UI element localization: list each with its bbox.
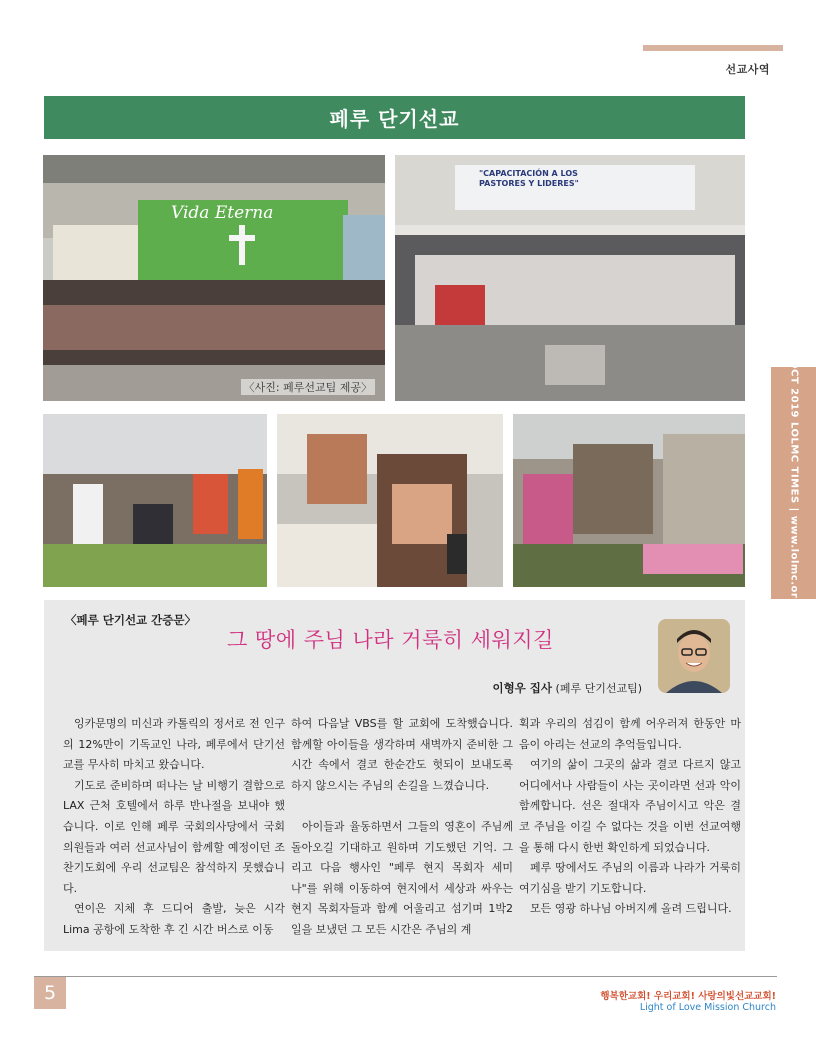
photo-banner-text: Vida Eterna xyxy=(171,203,274,223)
footer-church-name: Light of Love Mission Church xyxy=(639,1002,776,1013)
author-name: 이형우 집사 xyxy=(492,681,553,695)
testimony-headline: 그 땅에 주님 나라 거룩히 세워지길 xyxy=(227,628,554,652)
author-byline xyxy=(492,680,642,696)
author-avatar xyxy=(658,619,730,693)
page-number: 5 xyxy=(34,977,66,1009)
paragraph: 페루 땅에서도 주님의 이름과 나라가 거룩히 여기심을 받기 기도합니다. xyxy=(519,861,741,895)
outreach-photo xyxy=(513,414,745,587)
side-tab xyxy=(771,360,816,606)
page-title: 페루 단기선교 xyxy=(44,96,745,139)
paragraph: 아이들과 율동하면서 그들의 영혼이 주님께 돌아오길 기대하고 원하며 기도했던 기억. 그리고 다음 행사인 "페루 현지 목회자 세미나"를 위해 이동하여 현지에서 세상과 싸우는 현지 목회자들과 함께 어울리고 섬기며 1박2일을 보냈던 그 모든 시간은 주님의 계 xyxy=(291,819,513,936)
author-role: (페루 단기선교팀) xyxy=(555,682,642,695)
paragraph: 여기의 삶이 그곳의 삶과 결코 다르지 않고 어디에서나 사람들이 사는 곳이라면 선과 악이 함께합니다. 선은 절대자 주님이시고 악은 결코 주님을 이길 수 없다는 것을 이번 선교여행을 통해 다시 한번 확인하게 되었습니다. xyxy=(519,758,741,854)
seminar-banner-text xyxy=(479,169,579,189)
seminar-banner-line2: PASTORES Y LIDERES" xyxy=(479,179,579,188)
seminar-photo xyxy=(395,155,745,401)
testimony-label: 〈페루 단기선교 간증문〉 xyxy=(65,613,196,627)
paragraph: 모든 영광 하나님 아버지께 올려 드립니다. xyxy=(530,902,732,916)
paragraph: 하여 다음날 VBS를 할 교회에 도착했습니다. 함께할 아이들을 생각하며 새벽까지 준비한 그 시간 속에서 결코 한순간도 헛되이 보내도록 하지 않으시는 주님의 손길을 느꼈습니다. xyxy=(291,717,513,792)
seminar-banner-line1: "CAPACITACIÓN A LOS xyxy=(479,169,578,178)
vbs-child-photo xyxy=(277,414,503,587)
testimony-section xyxy=(44,600,745,951)
testimony-column-2 xyxy=(291,714,513,941)
side-tab-text: OCT 2019 LOLMC TIMES | www.lolmc.org xyxy=(788,360,799,606)
paragraph: 연이은 지체 후 드디어 출발, 늦은 시각 Lima 공항에 도착한 후 긴 시간 버스로 이동 xyxy=(63,902,285,936)
footer-rule xyxy=(34,976,777,977)
section-label: 선교사역 xyxy=(725,63,770,76)
paragraph: 잉카문명의 미신과 카톨릭의 정서로 전 인구의 12%만이 기독교인 나라, 페루에서 단기선교를 무사히 마치고 왔습니다. xyxy=(63,717,285,772)
photo-caption: 〈사진: 페루선교팀 제공〉 xyxy=(241,379,375,395)
paragraph: 기도로 준비하며 떠나는 날 비행기 결함으로 LAX 근처 호텔에서 하루 반나절을 보내야 했습니다. 이로 인해 페루 국회의사당에서 국회의원들과 여러 선교사님이 함께할 예정이던 조찬기도회에 우리 선교팀은 참석하지 못했습니다. xyxy=(63,778,285,895)
paragraph: 획과 우리의 섬김이 함께 어우러져 한동안 마음이 아리는 선교의 추억들입니다. xyxy=(519,717,741,751)
header-accent-rule xyxy=(643,45,783,51)
costume-group-photo xyxy=(43,414,267,587)
footer-slogan: 행복한교회! 우리교회! 사랑의빛선교교회! xyxy=(600,991,776,1002)
group-photo xyxy=(43,155,385,401)
testimony-column-3 xyxy=(519,714,741,920)
testimony-column-1 xyxy=(63,714,285,941)
